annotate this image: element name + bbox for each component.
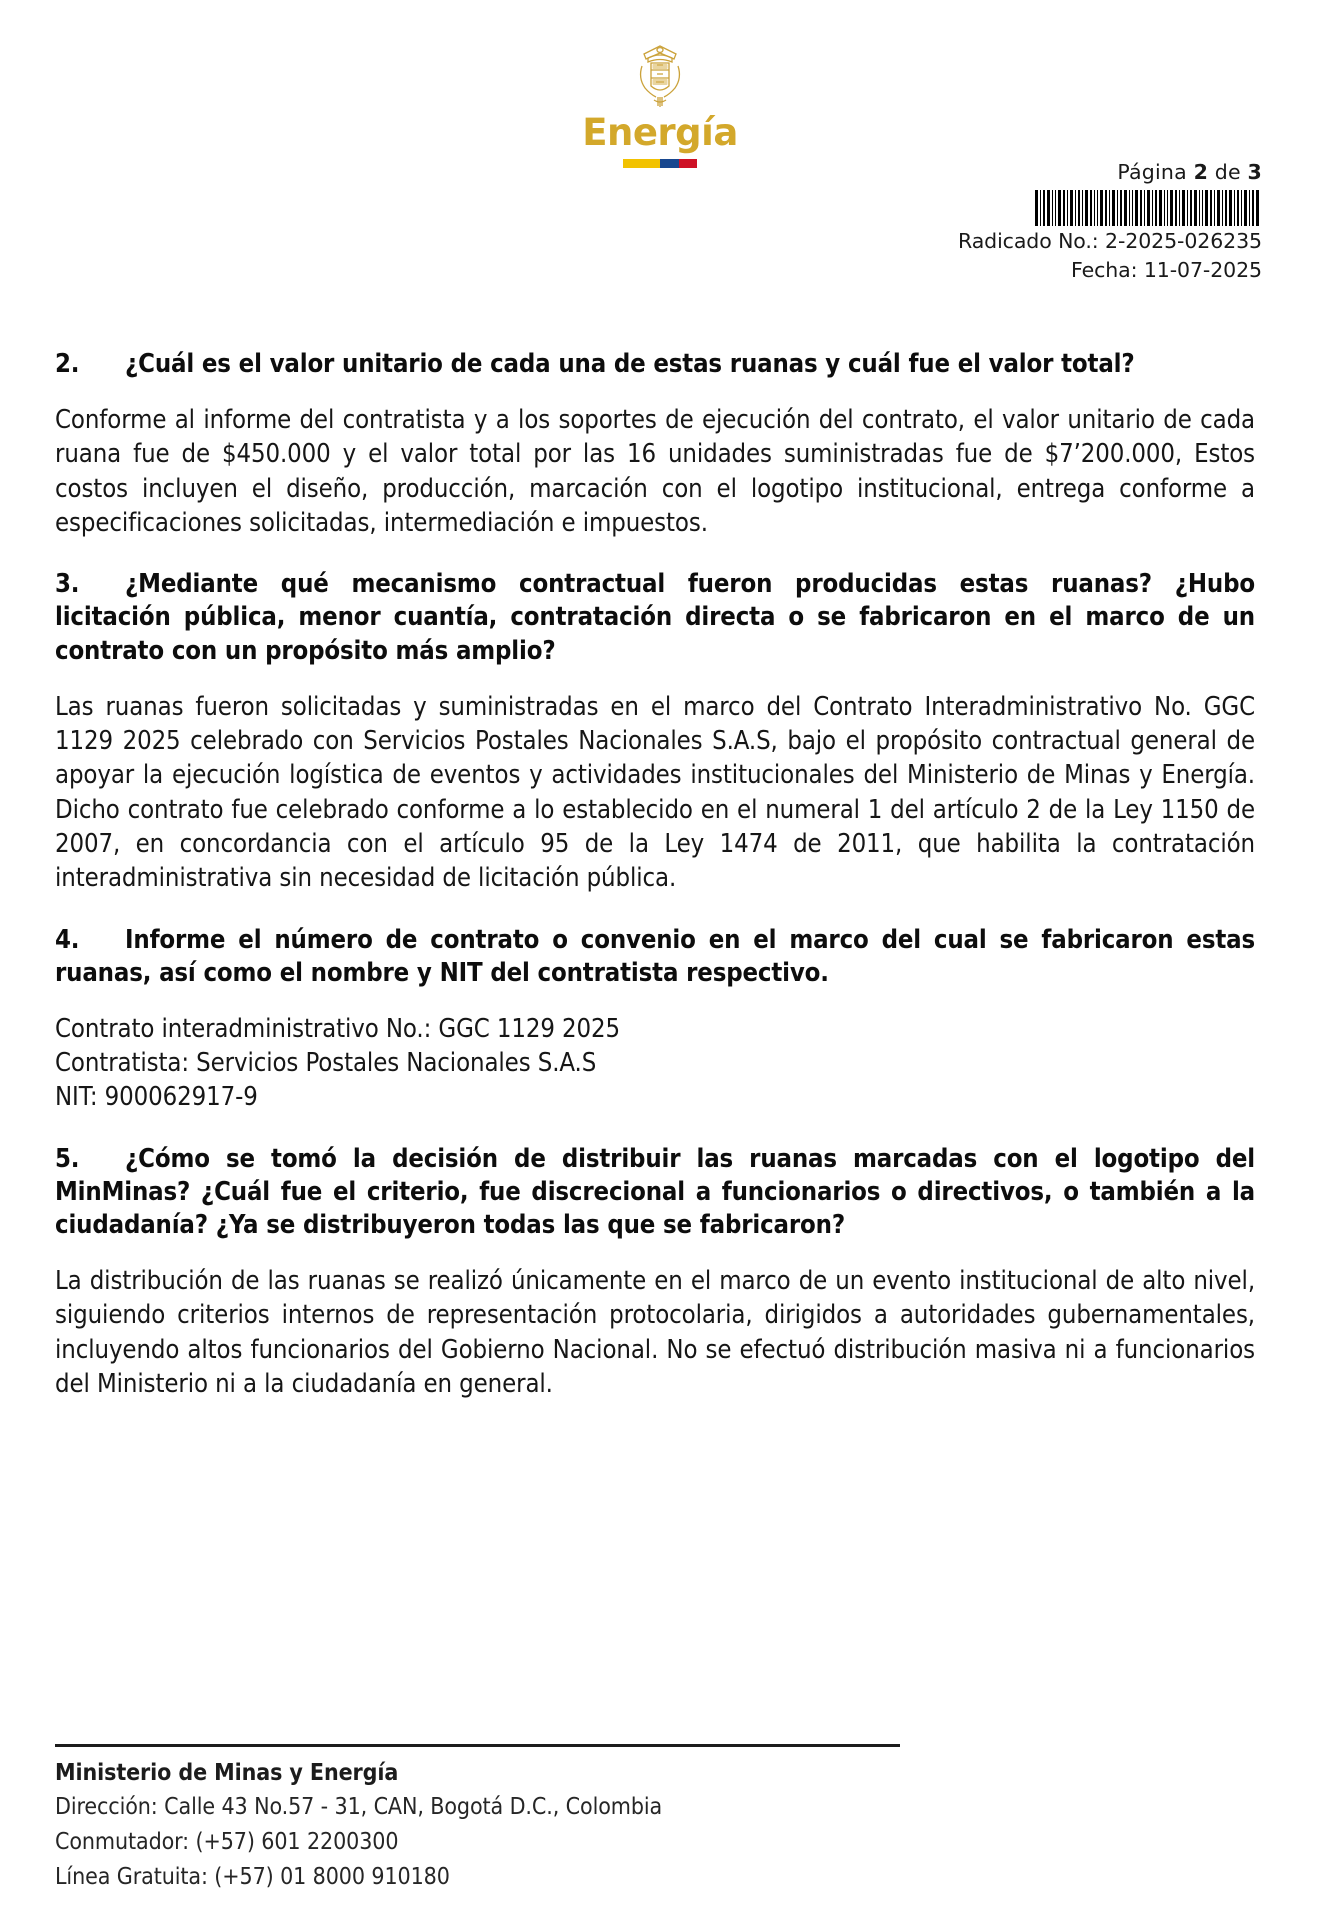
question-4-heading [55,924,1255,990]
logo-wordmark: Energía [582,111,738,154]
question-5-heading [55,1143,1255,1242]
radicado-stamp [842,160,1262,285]
flag-stripe-blue [660,159,679,168]
contractor-nit-line: NIT: 900062917-9 [55,1082,258,1113]
radicado-number: Radicado No.: 2-2025-026235 [958,228,1262,253]
page-total-number: 3 [1247,160,1262,184]
question-3-number: 3. [55,569,80,600]
question-2-number: 2. [55,349,80,379]
footer-address: Dirección: Calle 43 No.57 - 31, CAN, Bogotá D.C., Colombia [55,1794,663,1821]
page-indicator [842,160,1262,186]
page-middle-label: de [1214,160,1241,184]
footer-entity-name: Ministerio de Minas y Energía [55,1759,399,1786]
contractor-name-line: Contratista: Servicios Postales Nacionales S.A.S [55,1048,597,1079]
question-3-heading [55,568,1255,667]
answer-2-paragraph: Conforme al informe del contratista y a los soportes de ejecución del contrato, el valor unitario de cada ruana fue de $450.000 y el valor total por las 16 unidades suministradas fue de $7’200.000, Estos costos incluyen el diseño, producción, marcación con el logotipo institucional, entrega conforme a especificaciones solicitadas, intermediación e impuestos. [55,405,1255,539]
document-letterhead [0,0,1320,168]
contract-number-line: Contrato interadministrativo No.: GGC 1129 2025 [55,1013,621,1044]
question-5-number: 5. [55,1143,80,1174]
question-5-text: ¿Cómo se tomó la decisión de distribuir las ruanas marcadas con el logotipo del MinMinas? ¿Cuál fue el criterio, fue discrecional a funcionarios o directivos, o también a la ciudadanía? ¿Ya se distribuyeron todas las que se fabricaron? [55,1143,1255,1240]
footer-divider [55,1744,900,1747]
question-2-text: ¿Cuál es el valor unitario de cada una de estas ruanas y cuál fue el valor total? [125,349,1135,379]
footer-switchboard: Conmutador: (+57) 601 2200300 [55,1829,399,1856]
page-prefix-label: Página [1117,160,1187,184]
flag-stripe-yellow [623,159,660,168]
answer-3-paragraph: Las ruanas fueron solicitadas y suministradas en el marco del Contrato Interadministrativo No. GGC 1129 2025 celebrado con Servicios Postales Nacionales S.A.S, bajo el propósito contractual general de apoyar la ejecución logística de eventos y actividades institucionales del Ministerio de Minas y Energía. Dicho contrato fue celebrado conforme a lo establecido en el numeral 1 del artículo 2 de la Ley 1150 de 2007, en concordancia con el artículo 95 de la Ley 1474 de 2011, que habilita la contratación interadministrativa sin necesidad de licitación pública. [55,691,1255,894]
document-footer [55,1744,1115,1895]
footer-toll-free: Línea Gratuita: (+57) 01 8000 910180 [55,1864,450,1891]
question-2-heading [55,348,1255,381]
page-current-number: 2 [1193,160,1209,184]
contract-details-block [55,1012,1255,1115]
radicado-date: Fecha: 11-07-2025 [1071,258,1262,283]
flag-stripe-red [679,159,698,168]
colombia-flag-bar-icon [623,159,697,168]
colombia-coat-of-arms-icon [632,42,688,110]
question-4-number: 4. [55,924,80,955]
barcode-icon [1034,190,1262,226]
question-3-text: ¿Mediante qué mecanismo contractual fueron producidas estas ruanas? ¿Hubo licitación pública, menor cuantía, contratación directa o se fabricaron en el marco de un contrato con un propósito más amplio? [55,569,1255,666]
answer-5-paragraph: La distribución de las ruanas se realizó únicamente en el marco de un evento institucional de alto nivel, siguiendo criterios internos de representación protocolaria, dirigidos a autoridades gubernamentales, incluyendo altos funcionarios del Gobierno Nacional. No se efectuó distribución masiva ni a funcionarios del Ministerio ni a la ciudadanía en general. [55,1266,1255,1400]
document-body [55,348,1255,1429]
question-4-text: Informe el número de contrato o convenio en el marco del cual se fabricaron estas ruanas, así como el nombre y NIT del contratista respectivo. [55,924,1255,988]
